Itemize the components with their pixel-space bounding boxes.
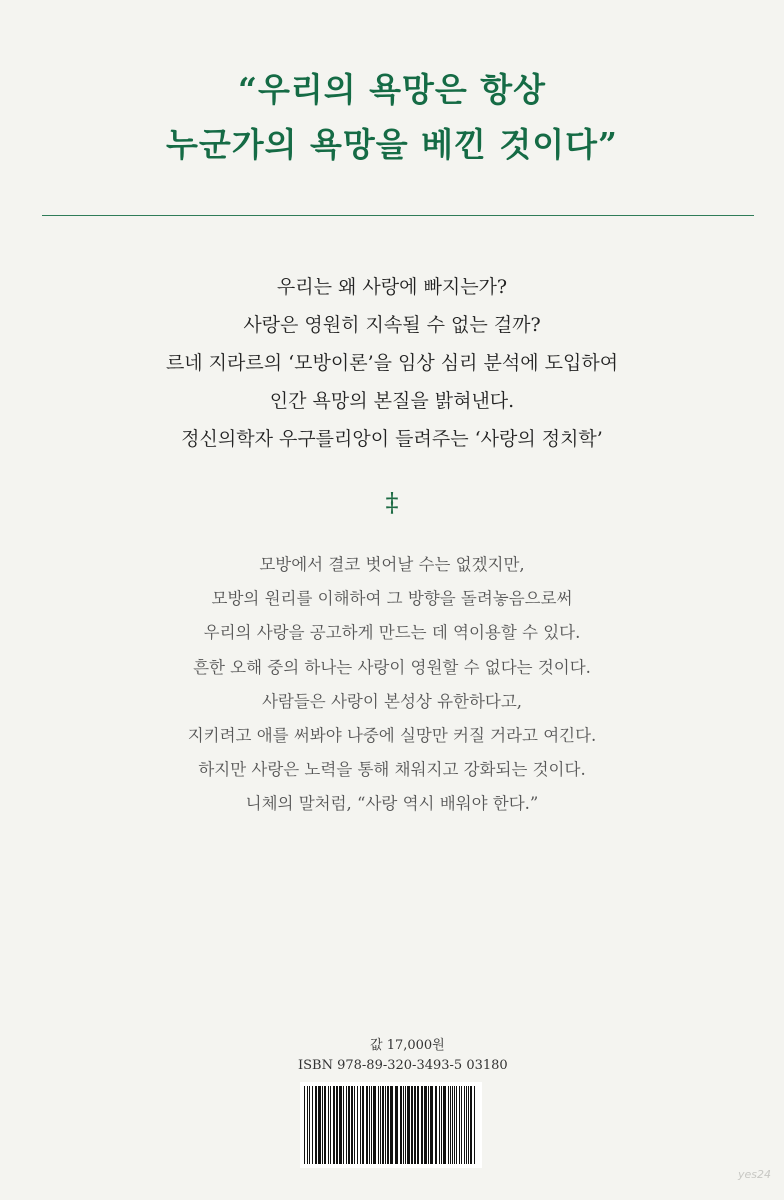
barcode-icon (300, 1082, 482, 1168)
body-line: 하지만 사랑은 노력을 통해 채워지고 강화되는 것이다. (198, 760, 586, 780)
price-label: 값 17,000원 (370, 1038, 445, 1053)
intro-line: 정신의학자 우구를리앙이 들려주는 ‘사랑의 정치학’ (181, 428, 603, 450)
body-line: 모방에서 결코 벗어날 수는 없겠지만, (259, 555, 525, 574)
intro-line: 르네 지라르의 ‘모방이론’을 임상 심리 분석에 도입하여 (165, 352, 619, 374)
body-text (0, 548, 784, 822)
intro-line: 사랑은 영원히 지속될 수 없는 걸까? (243, 314, 541, 336)
headline-line-1: “우리의 욕망은 항상 (238, 70, 546, 109)
body-line: 니체의 말처럼, “사랑 역시 배워야 한다.” (245, 794, 539, 814)
body-line: 모방의 원리를 이해하여 그 방향을 돌려놓음으로써 (211, 589, 573, 609)
headline-line-2: 누군가의 욕망을 베낀 것이다” (166, 125, 618, 164)
intro-line: 우리는 왜 사랑에 빠지는가? (276, 276, 508, 298)
isbn-label: ISBN 978-89-320-3493-5 03180 (298, 1058, 508, 1073)
divider-line (42, 215, 754, 216)
body-line: 지키려고 애를 써봐야 나중에 실망만 커질 거라고 여긴다. (187, 726, 597, 746)
watermark-logo: yes24 (738, 1168, 772, 1181)
body-line: 흔한 오해 중의 하나는 사랑이 영원할 수 없다는 것이다. (193, 657, 591, 677)
intro-line: 인간 욕망의 본질을 밝혀낸다. (269, 390, 515, 412)
dagger-ornament-icon: ‡ (385, 488, 399, 518)
body-line: 우리의 사랑을 공고하게 만드는 데 역이용할 수 있다. (203, 623, 581, 643)
intro-text (0, 268, 784, 458)
body-line: 사람들은 사랑이 본성상 유한하다고, (261, 691, 523, 711)
headline-quote (0, 62, 784, 172)
